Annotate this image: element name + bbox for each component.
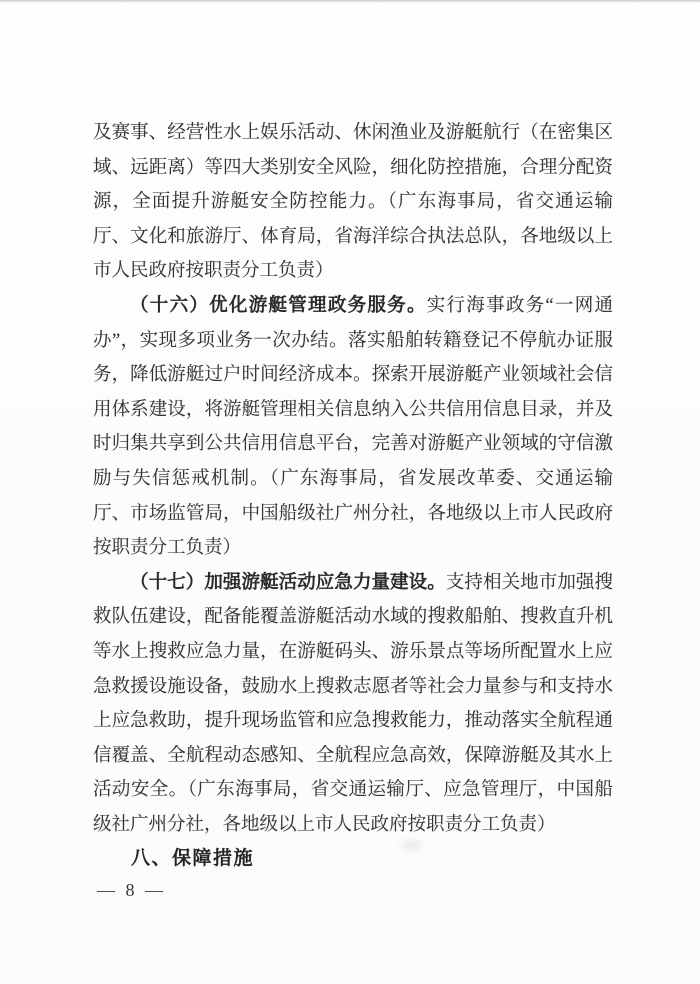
document-body	[93, 116, 613, 877]
paragraph-body-text: 及赛事、经营性水上娱乐活动、休闲渔业及游艇航行（在密集区域、远距离）等四大类别安全风险，细化防控措施，合理分配资源，全面提升游艇安全防控能力。	[93, 123, 613, 213]
paragraph-item-16	[93, 289, 613, 566]
paragraph-continuation	[93, 116, 613, 289]
paragraph-body-text: 实行海事政务“一网通办”，实现多项业务一次办结。落实船舶转籍登记不停航办证服务，降低游艇过户时间经济成本。探索开展游艇产业领域社会信用体系建设，将游艇管理相关信息纳入公共信用信息目录，并及时归集共享到公共信用信息平台，完善对游艇产业领域的守信激励与失信惩戒机制。	[93, 295, 613, 489]
page-number: — 8 —	[97, 880, 166, 900]
responsibility-attribution: （广东海事局，省交通运输厅、应急管理厅，中国船级社广州分社，各地级以上市人民政府按职责分工负责）	[93, 780, 613, 835]
scan-smudge-artifact	[396, 836, 426, 854]
responsibility-attribution: （广东海事局，省交通运输厅、文化和旅游厅、体育局，省海洋综合执法总队，各地级以上市人民政府按职责分工负责）	[93, 192, 613, 282]
responsibility-attribution: （广东海事局，省发展改革委、交通运输厅、市场监管局，中国船级社广州分社，各地级以上市人民政府按职责分工负责）	[93, 468, 613, 559]
section-heading: 八、保障措施	[131, 848, 255, 870]
item-17-heading: （十七）加强游艇活动应急力量建设。	[130, 572, 446, 593]
item-16-heading: （十六）优化游艇管理政务服务。	[130, 295, 427, 316]
scan-edge-top	[0, 0, 700, 3]
paragraph-body-text: 支持相关地市加强搜救队伍建设，配备能覆盖游艇活动水域的搜救船舶、搜救直升机等水上搜救应急力量，在游艇码头、游乐景点等场所配置水上应急救援设施设备，鼓励水上搜救志愿者等社会力量参与和支持水上应急救助，提升现场监管和应急搜救能力，推动落实全航程通信覆盖、全航程动态感知、全航程应急高效，保障游艇及其水上活动安全。	[93, 572, 613, 801]
paragraph-item-17	[93, 566, 613, 843]
